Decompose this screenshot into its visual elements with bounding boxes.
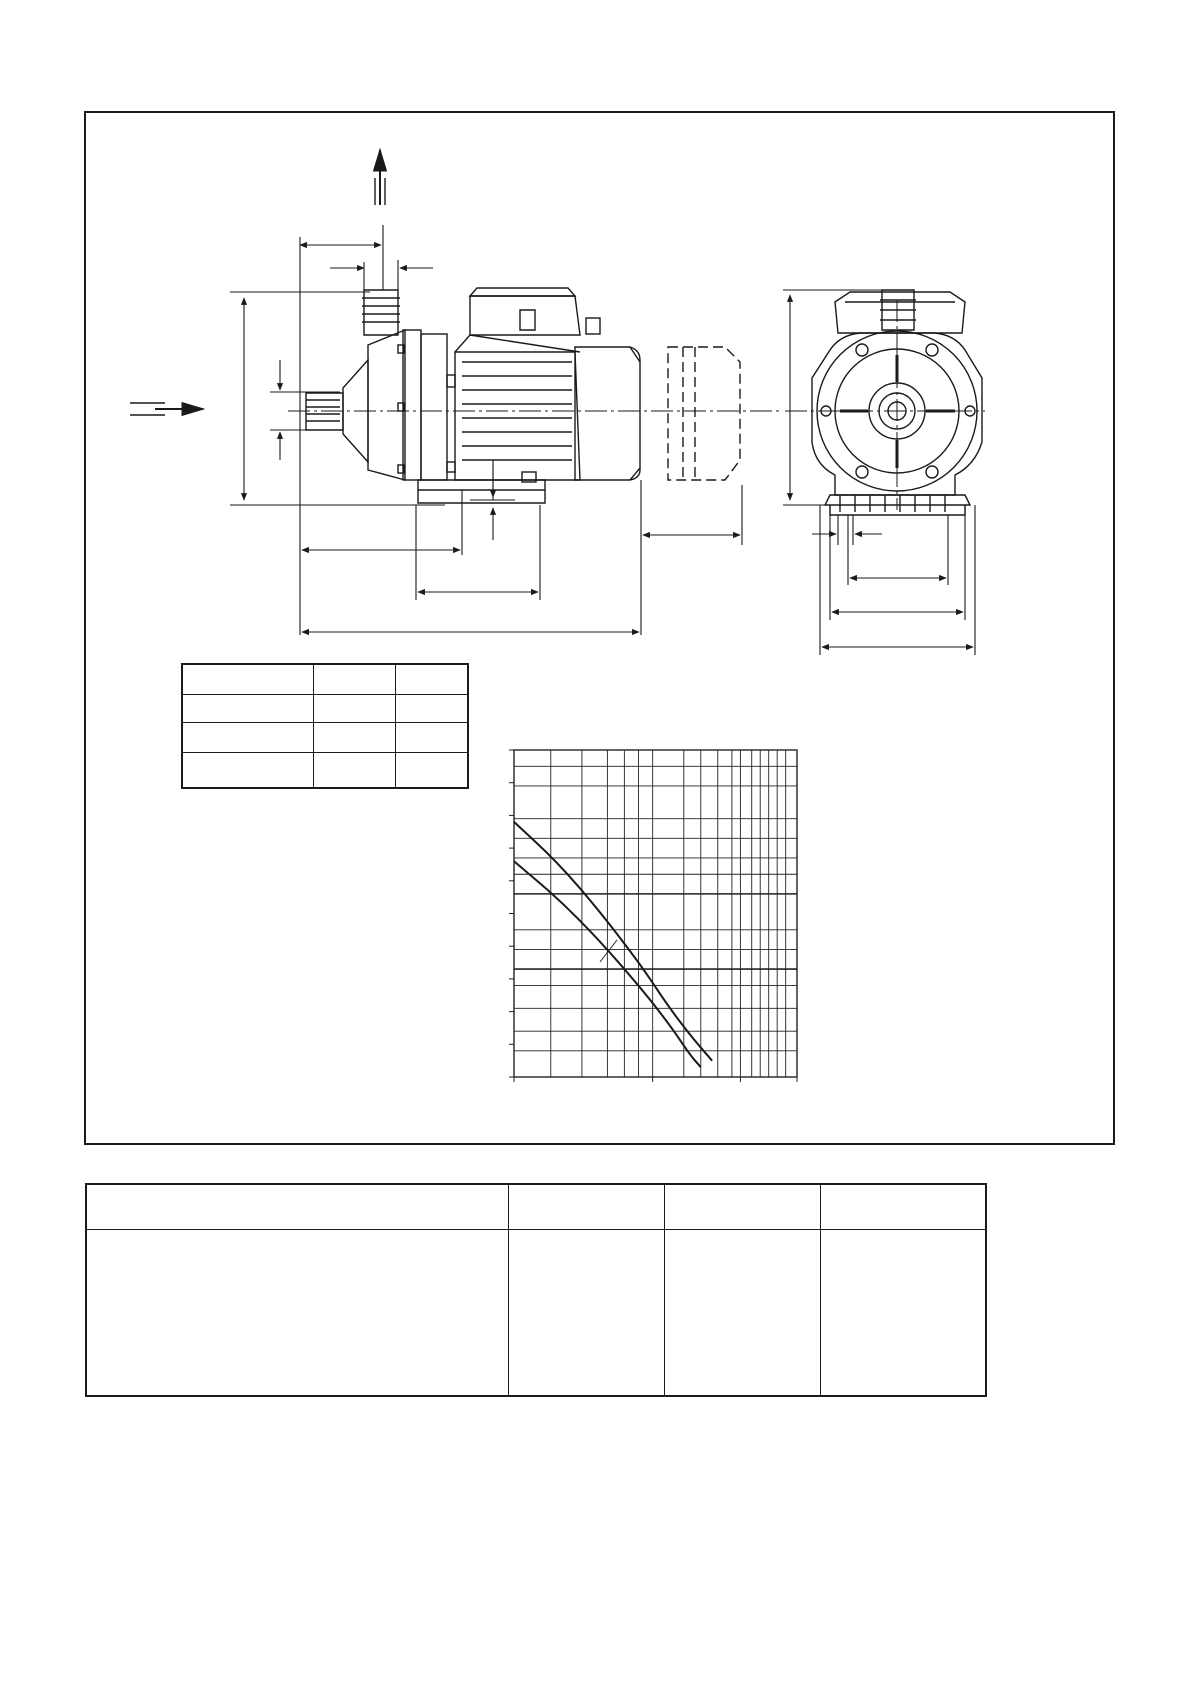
table-cell	[86, 1229, 508, 1396]
specification-table	[85, 1183, 987, 1397]
table-cell	[182, 752, 313, 788]
table-cell	[395, 752, 468, 788]
table-row	[182, 722, 468, 752]
table-row	[182, 752, 468, 788]
table-cell	[182, 664, 313, 694]
table-cell	[182, 722, 313, 752]
header-cell	[86, 1184, 508, 1229]
table-cell	[313, 694, 395, 722]
table-row	[86, 1229, 986, 1396]
table-cell	[664, 1229, 820, 1396]
table-cell	[313, 664, 395, 694]
table-cell	[395, 722, 468, 752]
header-cell	[508, 1184, 664, 1229]
table-cell	[313, 722, 395, 752]
table-cell	[395, 664, 468, 694]
table-cell	[395, 694, 468, 722]
table-cell	[508, 1229, 664, 1396]
table-cell	[313, 752, 395, 788]
figure-frame	[84, 111, 1115, 1145]
table-header-row	[86, 1184, 986, 1229]
header-cell	[820, 1184, 986, 1229]
header-cell	[664, 1184, 820, 1229]
table-cell	[182, 694, 313, 722]
table-cell	[820, 1229, 986, 1396]
dimension-table	[181, 663, 469, 789]
table-row	[182, 694, 468, 722]
table-row	[182, 664, 468, 694]
